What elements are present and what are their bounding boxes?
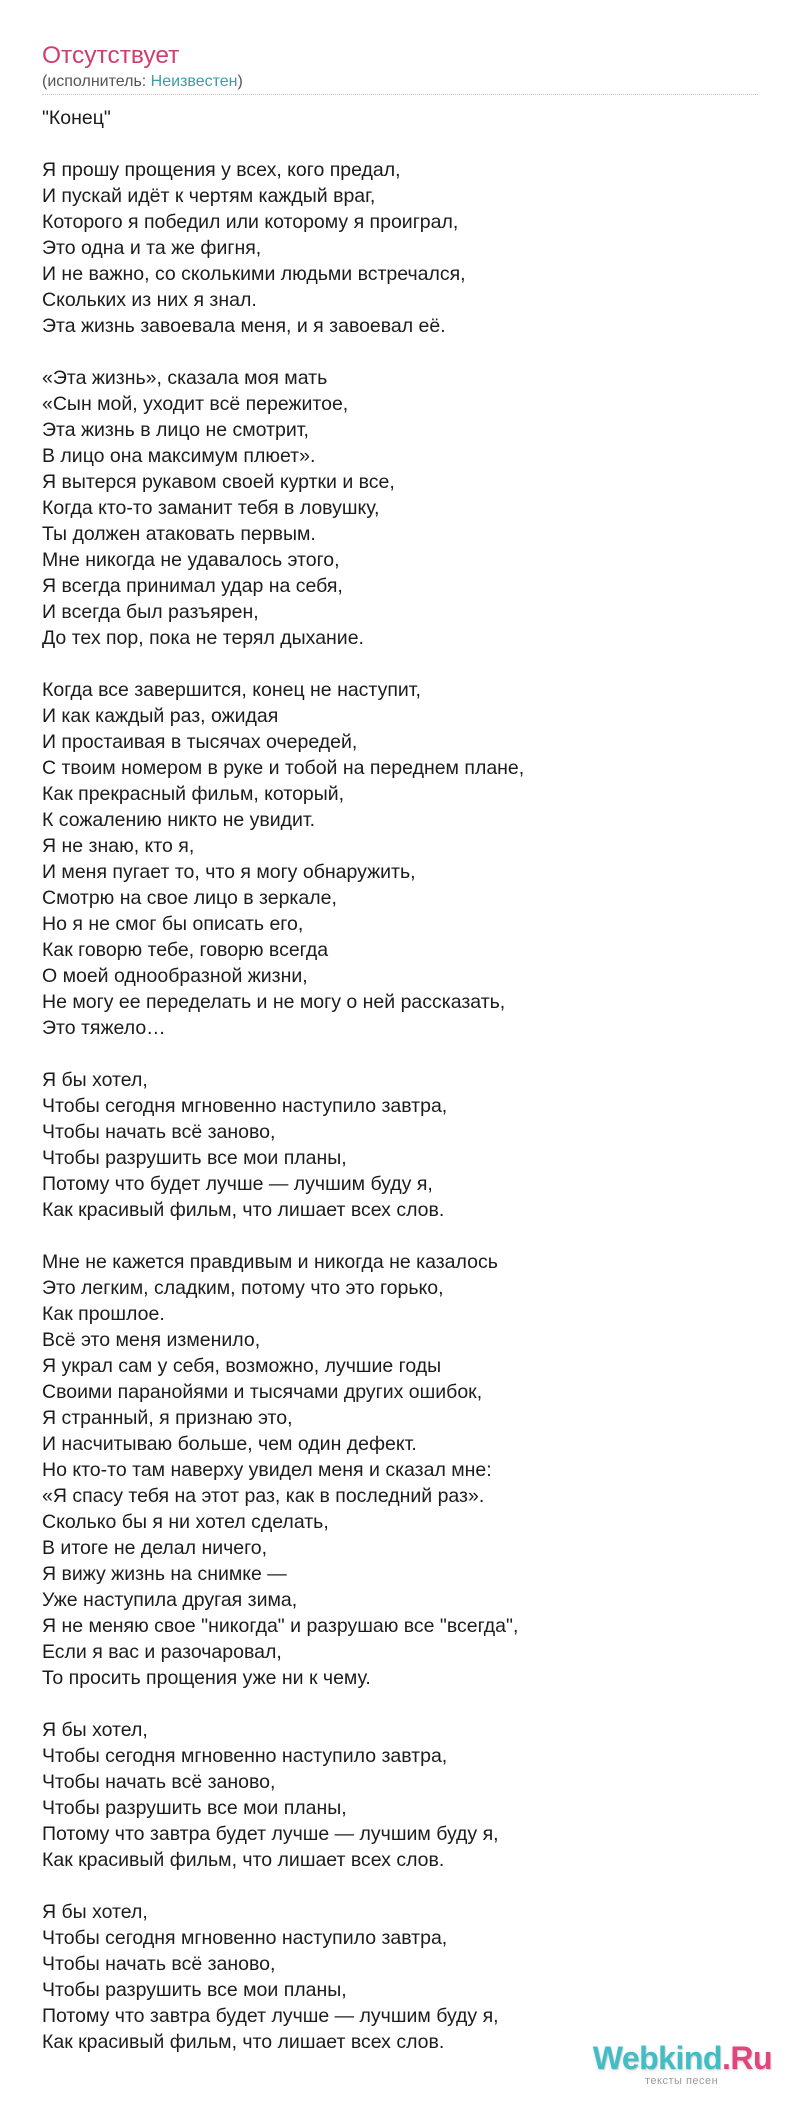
lyric-line: Ты должен атаковать первым. bbox=[42, 523, 316, 545]
webkind-logo[interactable] bbox=[593, 2040, 772, 2076]
lyric-line: Я прошу прощения у всех, кого предал, bbox=[42, 159, 401, 181]
lyric-line: Я вижу жизнь на снимке — bbox=[42, 1563, 287, 1585]
lyric-line: В лицо она максимум плюет». bbox=[42, 445, 316, 467]
lyric-stanza bbox=[42, 1067, 758, 1223]
logo-accent-text: .Ru bbox=[721, 2040, 772, 2076]
lyric-line: И пускай идёт к чертям каждый враг, bbox=[42, 185, 376, 207]
artist-link[interactable]: Неизвестен bbox=[150, 73, 238, 90]
lyric-line: Потому что завтра будет лучше — лучшим буду я, bbox=[42, 2005, 499, 2027]
lyric-line: Я украл сам у себя, возможно, лучшие годы bbox=[42, 1355, 442, 1377]
lyric-stanza bbox=[42, 1249, 758, 1691]
lyric-line: Как прекрасный фильм, который, bbox=[42, 783, 345, 805]
lyric-line: Чтобы сегодня мгновенно наступило завтра, bbox=[42, 1927, 448, 1949]
lyric-stanza bbox=[42, 365, 758, 651]
lyric-line: Смотрю на свое лицо в зеркале, bbox=[42, 887, 337, 909]
lyric-line: К сожалению никто не увидит. bbox=[42, 809, 316, 831]
lyric-line: Я бы хотел, bbox=[42, 1069, 148, 1091]
artist-prefix: (исполнитель: bbox=[42, 73, 151, 90]
lyric-line: В итоге не делал ничего, bbox=[42, 1537, 268, 1559]
lyric-stanza bbox=[42, 105, 758, 131]
lyric-line: Потому что завтра будет лучше — лучшим буду я, bbox=[42, 1823, 499, 1845]
lyric-line: Чтобы разрушить все мои планы, bbox=[42, 1797, 347, 1819]
lyric-line: Я вытерся рукавом своей куртки и все, bbox=[42, 471, 395, 493]
lyric-line: Своими паранойями и тысячами других ошибок, bbox=[42, 1381, 483, 1403]
lyric-line: Чтобы начать всё заново, bbox=[42, 1121, 276, 1143]
lyric-line: До тех пор, пока не терял дыхание. bbox=[42, 627, 364, 649]
lyric-line: Когда все завершится, конец не наступит, bbox=[42, 679, 421, 701]
lyric-line: Уже наступила другая зима, bbox=[42, 1589, 298, 1611]
lyric-line: Но я не смог бы описать его, bbox=[42, 913, 304, 935]
lyric-line: Это легким, сладким, потому что это горько, bbox=[42, 1277, 444, 1299]
artist-suffix: ) bbox=[237, 73, 243, 90]
lyric-line: Эта жизнь завоевала меня, и я завоевал её. bbox=[42, 315, 446, 337]
lyric-line: Это одна и та же фигня, bbox=[42, 237, 262, 259]
title-divider bbox=[42, 94, 758, 95]
lyric-line: С твоим номером в руке и тобой на переднем плане, bbox=[42, 757, 525, 779]
lyric-line: Эта жизнь в лицо не смотрит, bbox=[42, 419, 309, 441]
lyric-line: И всегда был разъярен, bbox=[42, 601, 259, 623]
lyric-line: Потому что будет лучше — лучшим буду я, bbox=[42, 1173, 433, 1195]
lyric-line: Которого я победил или которому я проиграл, bbox=[42, 211, 459, 233]
lyric-line: И меня пугает то, что я могу обнаружить, bbox=[42, 861, 416, 883]
lyric-line: Всё это меня изменило, bbox=[42, 1329, 261, 1351]
lyric-line: Я всегда принимал удар на себя, bbox=[42, 575, 343, 597]
lyric-line: Я не знаю, кто я, bbox=[42, 835, 195, 857]
lyric-line: «Я спасу тебя на этот раз, как в последний раз». bbox=[42, 1485, 485, 1507]
lyric-line: Как красивый фильм, что лишает всех слов. bbox=[42, 1849, 445, 1871]
lyric-stanza bbox=[42, 677, 758, 1041]
lyric-stanza bbox=[42, 1899, 758, 2055]
lyric-line: И не важно, со сколькими людьми встречался, bbox=[42, 263, 466, 285]
lyric-line: Чтобы сегодня мгновенно наступило завтра, bbox=[42, 1745, 448, 1767]
lyric-line: «Сын мой, уходит всё пережитое, bbox=[42, 393, 349, 415]
lyrics-text bbox=[42, 105, 758, 2055]
lyric-line: Не могу ее переделать и не могу о ней рассказать, bbox=[42, 991, 506, 1013]
lyric-line: Сколько бы я ни хотел сделать, bbox=[42, 1511, 329, 1533]
lyric-line: О моей однообразной жизни, bbox=[42, 965, 308, 987]
lyric-stanza bbox=[42, 157, 758, 339]
lyric-line: Я бы хотел, bbox=[42, 1719, 148, 1741]
lyric-line: Я не меняю свое "никогда" и разрушаю все "всегда", bbox=[42, 1615, 519, 1637]
lyric-line: Мне никогда не удавалось этого, bbox=[42, 549, 340, 571]
lyric-line: Если я вас и разочаровал, bbox=[42, 1641, 282, 1663]
lyric-line: Чтобы разрушить все мои планы, bbox=[42, 1979, 347, 2001]
lyric-line: То просить прощения уже ни к чему. bbox=[42, 1667, 371, 1689]
song-title: Отсутствует bbox=[42, 42, 180, 69]
lyric-line: Чтобы начать всё заново, bbox=[42, 1771, 276, 1793]
lyric-line: Я бы хотел, bbox=[42, 1901, 148, 1923]
logo-primary-text: Webkind bbox=[592, 2040, 722, 2076]
lyric-line: Как красивый фильм, что лишает всех слов. bbox=[42, 2031, 445, 2053]
lyric-line: И простаивая в тысячах очередей, bbox=[42, 731, 358, 753]
lyric-line: Чтобы начать всё заново, bbox=[42, 1953, 276, 1975]
lyric-line: "Конец" bbox=[42, 107, 111, 129]
lyric-line: Но кто-то там наверху увидел меня и сказал мне: bbox=[42, 1459, 492, 1481]
lyric-line: Как красивый фильм, что лишает всех слов. bbox=[42, 1199, 445, 1221]
song-artist bbox=[42, 72, 243, 92]
lyric-line: И насчитываю больше, чем один дефект. bbox=[42, 1433, 417, 1455]
lyric-line: Скольких из них я знал. bbox=[42, 289, 257, 311]
lyric-line: Чтобы разрушить все мои планы, bbox=[42, 1147, 347, 1169]
logo-tagline: тексты песен bbox=[645, 2075, 719, 2087]
lyric-line: Как прошлое. bbox=[42, 1303, 165, 1325]
lyric-line: Когда кто-то заманит тебя в ловушку, bbox=[42, 497, 380, 519]
lyric-line: Как говорю тебе, говорю всегда bbox=[42, 939, 329, 961]
lyric-line: Чтобы сегодня мгновенно наступило завтра, bbox=[42, 1095, 448, 1117]
lyric-line: Это тяжело… bbox=[42, 1017, 166, 1039]
lyric-line: Я странный, я признаю это, bbox=[42, 1407, 293, 1429]
lyric-line: «Эта жизнь», сказала моя мать bbox=[42, 367, 328, 389]
lyric-line: И как каждый раз, ожидая bbox=[42, 705, 279, 727]
lyric-line: Мне не кажется правдивым и никогда не казалось bbox=[42, 1251, 498, 1273]
lyric-stanza bbox=[42, 1717, 758, 1873]
